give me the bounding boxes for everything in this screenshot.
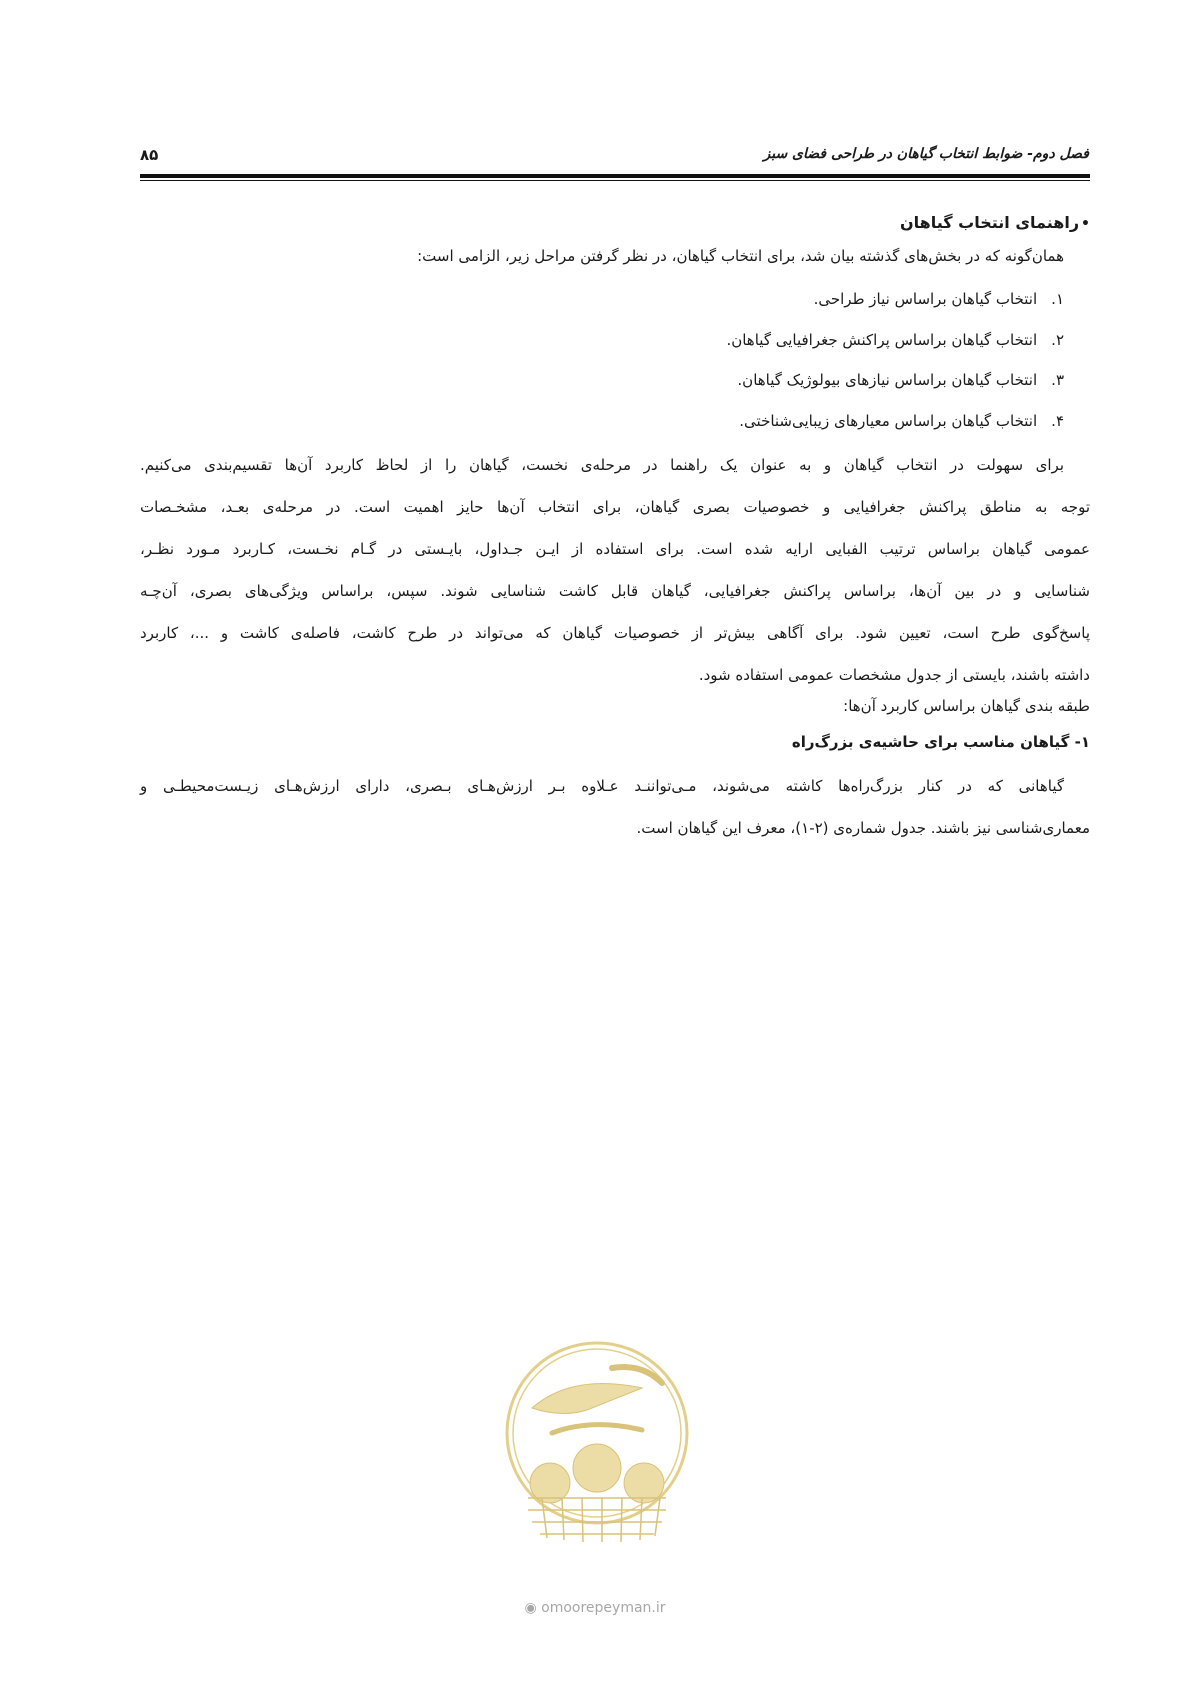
paragraph-line: شناسایی و در بین آن‌ها، براساس پراکنش جغرافیایی، گیاهان قابل کاشت شناسایی شوند. سپس، براساس ویژگی‌های بصری، آن‌چـه [140, 582, 1090, 600]
paragraph-line: معماری‌شناسی نیز باشند. جدول شماره‌ی (۲-۱)، معرف این گیاهان است. [636, 819, 1090, 837]
list-item-number: ۱. [1051, 290, 1064, 308]
section-heading [900, 211, 1090, 236]
watermark-url [500, 1600, 690, 1616]
watermark-url-text: omoorepeyman.ir [541, 1600, 666, 1616]
list-item-text: انتخاب گیاهان براساس نیازهای بیولوژیک گیاهان. [737, 371, 1038, 389]
subsection-heading: ۱- گیاهان مناسب برای حاشیه‌ی بزرگ‌راه [791, 733, 1090, 751]
classification-line: طبقه بندی گیاهان براساس کاربرد آن‌ها: [843, 697, 1090, 715]
list-item [814, 287, 1064, 311]
subsection-paragraph [140, 765, 1090, 849]
paragraph-line: داشته باشند، بایستی از جدول مشخصات عمومی استفاده شود. [698, 666, 1090, 684]
bullet-icon: • [1081, 216, 1090, 232]
main-paragraph [140, 444, 1090, 696]
list-item-text: انتخاب گیاهان براساس نیاز طراحی. [813, 290, 1038, 308]
list-item [737, 368, 1064, 392]
list-item-number: ۳. [1051, 371, 1064, 389]
paragraph-line: عمومی گیاهان براساس ترتیب الفبایی ارایه شده است. برای استفاده از ایـن جـداول، بایـستی در گـام نخـست، کـاربرد مـورد نظـر، [140, 540, 1090, 558]
header-rule-thick [140, 174, 1090, 178]
list-item-text: انتخاب گیاهان براساس پراکنش جغرافیایی گیاهان. [726, 331, 1038, 349]
list-item [739, 409, 1064, 433]
paragraph-line: پاسخ‌گوی طرح است، تعیین شود. برای آگاهی بیش‌تر از خصوصیات گیاهان که می‌تواند در طرح کاشت، فاصله‌ی کاشت و ...، کاربرد [140, 624, 1090, 642]
paragraph-line: برای سهولت در انتخاب گیاهان و به عنوان یک راهنما در مرحله‌ی نخست، گیاهان را از لحاظ کاربرد آن‌ها تقسیم‌بندی می‌کنیم. [140, 456, 1064, 474]
intro-paragraph: همان‌گونه که در بخش‌های گذشته بیان شد، برای انتخاب گیاهان، در نظر گرفتن مراحل زیر، الزامی است: [417, 247, 1064, 265]
list-item-text: انتخاب گیاهان براساس معیارهای زیبایی‌شناختی. [739, 412, 1038, 430]
page-number: ۸۵ [140, 146, 159, 164]
list-item [726, 328, 1064, 352]
watermark-logo [492, 1338, 702, 1588]
header-rule-thin [140, 180, 1090, 181]
paragraph-line: توجه به مناطق پراکنش جغرافیایی و خصوصیات بصری گیاهان، برای انتخاب آن‌ها حایز اهمیت است. در مرحله‌ی بعـد، مشخـصات [140, 498, 1090, 516]
list-item-number: ۴. [1051, 412, 1064, 430]
running-title: فصل دوم- ضوابط انتخاب گیاهان در طراحی فضای سبز [763, 146, 1089, 162]
paragraph-line: گیاهانی که در کنار بزرگ‌راه‌ها کاشته می‌شوند، مـی‌تواننـد عـلاوه بـر ارزش‌هـای بـصری، دارای ارزش‌هـای زیـست‌محیطـی و [140, 777, 1064, 795]
section-heading-text: راهنمای انتخاب گیاهان [899, 213, 1080, 232]
globe-icon: ◉ [524, 1600, 537, 1616]
list-item-number: ۲. [1051, 331, 1064, 349]
